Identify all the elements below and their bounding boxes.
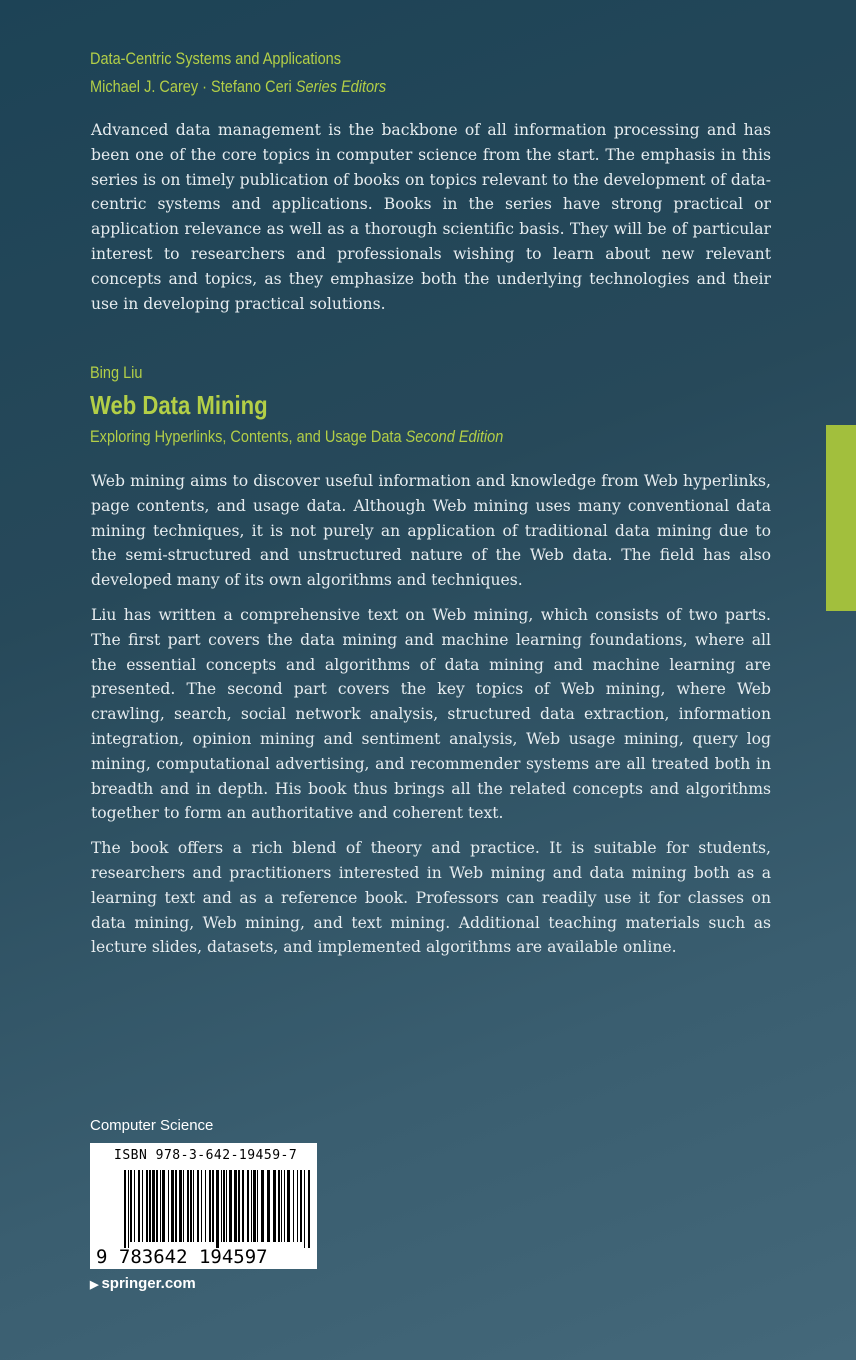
- green-accent-bar: [826, 425, 856, 611]
- series-title: Data-Centric Systems and Applications: [90, 50, 341, 68]
- barcode-bar: [156, 1170, 158, 1242]
- barcode-bar: [201, 1170, 202, 1242]
- book-subtitle-line: [90, 428, 503, 447]
- barcode-bar: [238, 1170, 240, 1242]
- barcode-bar: [253, 1170, 256, 1242]
- barcode-bar: [261, 1170, 264, 1242]
- barcode-bar: [308, 1170, 310, 1248]
- series-editors: [90, 78, 386, 97]
- barcode-bar: [160, 1170, 161, 1242]
- barcode-bar: [149, 1170, 151, 1242]
- book-paragraph-3: The book offers a rich blend of theory and practice. It is suitable for students, researchers and practitioners interested in Web mining and data mining both as a learning text and as a reference book. Professors can readily use it for classes on data mining, Web mining, and text mining. Additional teaching materials such as lecture slides, datasets, and implemented algorithms are available online.: [91, 839, 771, 957]
- barcode-bar: [193, 1170, 194, 1242]
- barcode-bar: [205, 1170, 206, 1242]
- barcode-bar: [216, 1170, 219, 1248]
- barcode-bar: [242, 1170, 244, 1242]
- barcode-bar: [171, 1170, 174, 1242]
- barcode-bar: [281, 1170, 282, 1242]
- barcode-bar: [209, 1170, 211, 1242]
- barcode-digits: 9 783642 194597: [96, 1246, 268, 1268]
- barcode-bar: [152, 1170, 155, 1242]
- barcode-bar: [134, 1170, 135, 1242]
- barcode-bar: [300, 1170, 302, 1242]
- triangle-arrow-icon: ▶: [90, 1279, 99, 1291]
- barcode-bar: [273, 1170, 276, 1242]
- barcode-bar: [146, 1170, 148, 1242]
- barcode-bar: [247, 1170, 249, 1242]
- barcode-bar: [234, 1170, 237, 1242]
- book-edition: Second Edition: [405, 428, 504, 446]
- series-editors-role: Series Editors: [295, 78, 387, 96]
- book-description: [91, 469, 771, 960]
- barcode-bar: [179, 1170, 182, 1242]
- book-author: Bing Liu: [90, 364, 143, 382]
- barcode-bar: [212, 1170, 214, 1242]
- barcode-bar: [124, 1170, 126, 1248]
- subject-category: Computer Science: [90, 1117, 214, 1134]
- barcode-bar: [297, 1170, 298, 1242]
- barcode-bar: [229, 1170, 232, 1242]
- barcode-bar: [183, 1170, 184, 1242]
- series-editors-names: Michael J. Carey · Stefano Ceri: [90, 78, 292, 96]
- barcode-bar: [162, 1170, 165, 1242]
- publisher-url: springer.com: [101, 1275, 196, 1292]
- barcode-bar: [287, 1170, 290, 1242]
- barcode-bar: [130, 1170, 132, 1242]
- book-paragraph-1: Web mining aims to discover useful information and knowledge from Web hyperlinks, page contents, and usage data. Although Web mining uses many conventional data mining techniques, it is not purely an application of traditional data mining due to the semi-structured and unstructured nature of the Web data. The field has also developed many of its own algorithms and techniques.: [91, 472, 771, 590]
- barcode-bar: [284, 1170, 285, 1242]
- barcode-bar: [267, 1170, 270, 1242]
- barcode-bar: [223, 1170, 225, 1242]
- barcode-bar: [251, 1170, 252, 1242]
- barcode-bar: [293, 1170, 294, 1242]
- barcode-bar: [257, 1170, 258, 1242]
- book-paragraph-2: Liu has written a comprehensive text on Web mining, which consists of two parts. The first part covers the data mining and machine learning foundations, where all the essential concepts and algorithms of data mining and machine learning are presented. The second part covers the key topics of Web mining, where Web crawling, search, social network analysis, structured data extraction, information integration, opinion mining and sentiment analysis, Web usage mining, query log mining, computational advertising, and recommender systems are all treated both in breadth and in depth. His book thus brings all the related concepts and algorithms together to form an authoritative and coherent text.: [91, 605, 771, 823]
- barcode-bar: [197, 1170, 199, 1242]
- barcode-bar: [278, 1170, 280, 1242]
- barcode-bar: [168, 1170, 169, 1242]
- series-description: [91, 118, 771, 316]
- barcode-bar: [221, 1170, 222, 1242]
- barcode-bar: [175, 1170, 177, 1242]
- barcode-bar: [190, 1170, 192, 1242]
- barcode-bar: [304, 1170, 305, 1248]
- isbn-number: ISBN 978-3-642-19459-7: [114, 1148, 298, 1163]
- barcode-bar: [226, 1170, 227, 1242]
- book-subtitle: Exploring Hyperlinks, Contents, and Usage Data: [90, 428, 402, 446]
- series-description-text: Advanced data management is the backbone of all information processing and has been one of the core topics in computer science from the start. The emphasis in this series is on timely publication of books on topics relevant to the development of data-centric systems and applications. Books in the series have strong practical or application relevance as well as a thorough scientific basis. They will be of particular interest to researchers and professionals wishing to learn about new relevant concepts and topics, as they emphasize both the underlying technologies and their use in developing practical solutions.: [91, 121, 771, 313]
- isbn-barcode: [90, 1143, 317, 1269]
- book-title: Web Data Mining: [90, 390, 268, 420]
- barcode-bar: [138, 1170, 140, 1242]
- barcode-bar: [128, 1170, 129, 1248]
- publisher-link[interactable]: [90, 1275, 196, 1292]
- barcode-bar: [142, 1170, 143, 1242]
- barcode-bar: [187, 1170, 189, 1242]
